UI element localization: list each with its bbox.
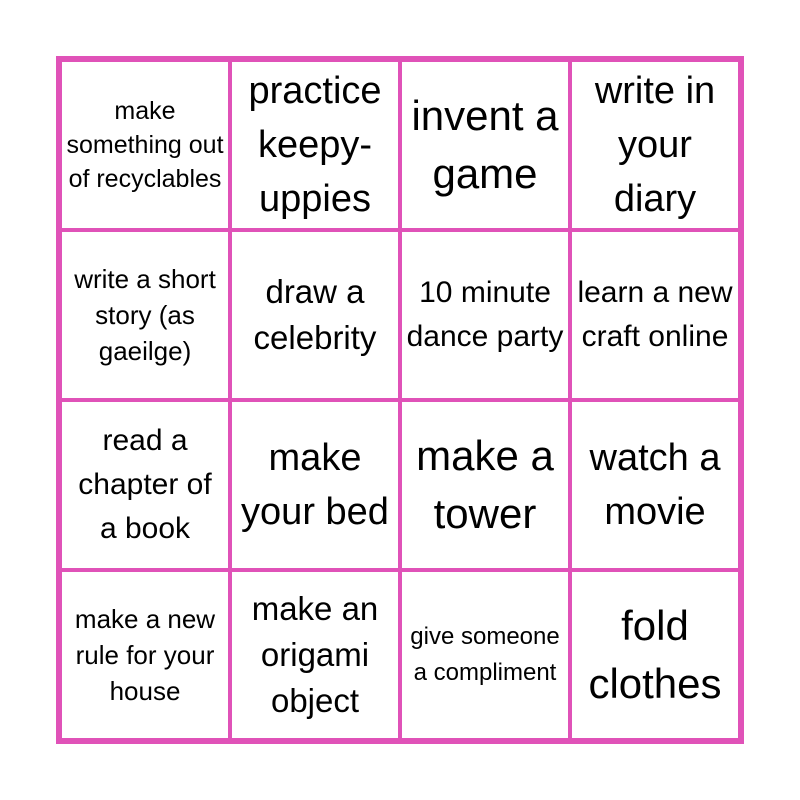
bingo-cell[interactable] <box>400 60 570 230</box>
cell-text: invent a game <box>411 92 559 197</box>
bingo-cell[interactable] <box>400 230 570 400</box>
cell-text: draw a celebrity <box>253 273 377 356</box>
bingo-cell[interactable] <box>60 400 230 570</box>
bingo-cell[interactable] <box>400 400 570 570</box>
cell-text: fold clothes <box>588 602 722 707</box>
cell-text: write a short story (as gaeilge) <box>74 264 216 366</box>
cell-text: write in your diary <box>594 70 716 220</box>
bingo-cell[interactable] <box>60 230 230 400</box>
cell-text: give someone a compliment <box>410 623 560 686</box>
cell-text: make something out of recyclables <box>66 97 224 193</box>
bingo-cell[interactable] <box>230 400 400 570</box>
bingo-cell[interactable] <box>230 570 400 740</box>
bingo-cell[interactable] <box>60 570 230 740</box>
cell-text: make a tower <box>416 432 554 537</box>
cell-text: make your bed <box>241 437 389 533</box>
bingo-cell[interactable] <box>570 60 740 230</box>
cell-text: make a new rule for your house <box>74 604 216 706</box>
bingo-cell[interactable] <box>230 230 400 400</box>
cell-text: watch a movie <box>589 437 721 533</box>
bingo-board <box>56 56 744 744</box>
cell-text: make an origami object <box>251 590 379 719</box>
bingo-cell[interactable] <box>570 230 740 400</box>
bingo-cell[interactable] <box>230 60 400 230</box>
cell-text: 10 minute dance party <box>406 276 564 353</box>
cell-text: learn a new craft online <box>577 276 733 353</box>
bingo-cell[interactable] <box>570 400 740 570</box>
bingo-cell[interactable] <box>60 60 230 230</box>
bingo-cell[interactable] <box>570 570 740 740</box>
cell-text: practice keepy-uppies <box>248 70 382 220</box>
cell-text: read a chapter of a book <box>78 424 212 545</box>
bingo-cell[interactable] <box>400 570 570 740</box>
